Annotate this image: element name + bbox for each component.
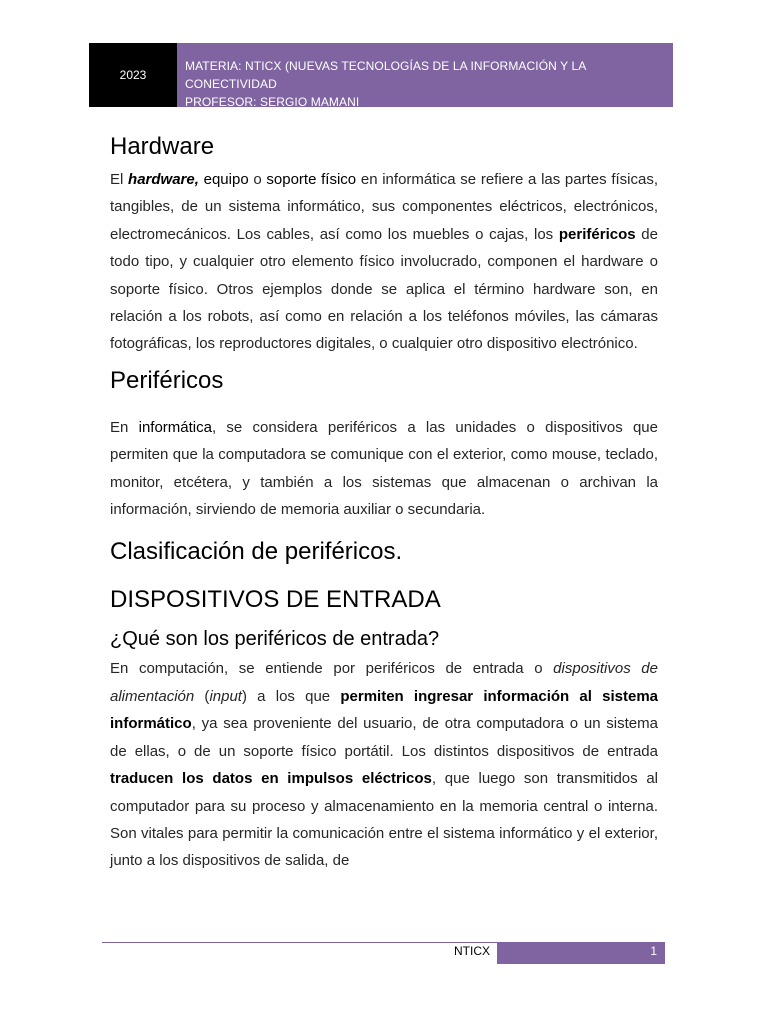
header-teacher-line: PROFESOR: SERGIO MAMANI: [185, 95, 360, 109]
text-run: En computación, se entiende por periféricos de entrada o: [110, 660, 554, 678]
text-run: en informática se refiere a las partes físicas, tangibles, de un sistema informático, sus componentes eléctricos, electrónicos, electromecánicos. Los cables, así como los muebles o cajas, los: [110, 171, 658, 243]
footer-label: NTICX: [454, 944, 490, 958]
paragraph-hardware: [110, 166, 658, 358]
text-run: , ya sea proveniente del usuario, de otra computadora o un sistema de ellas, o de un soporte físico portátil. Los distintos dispositivos de entrada: [110, 715, 658, 760]
term-traducen-datos: traducen los datos en impulsos eléctricos: [110, 770, 432, 788]
text-run: En: [110, 418, 139, 436]
text-run: , que luego son transmitidos al computador para su proceso y almacenamiento en la memoria central o interna. Son vitales para permitir la comunicación entre el sistema informático y el exterior, junto a los dispositivos de salida, de: [110, 770, 658, 870]
footer-rule: [102, 942, 497, 943]
text-run: ) a los que: [241, 687, 341, 705]
text-run: El: [110, 171, 129, 188]
header-year: 2023: [119, 68, 147, 82]
subheading-que-son: ¿Qué son los periféricos de entrada?: [110, 628, 440, 651]
term-perifericos: periféricos: [558, 225, 636, 243]
heading-clasificacion: Clasificación de periféricos.: [110, 538, 403, 566]
term-soporte-fisico: soporte físico: [266, 171, 357, 188]
term-permiten-ingresar: permiten ingresar información al sistema informático: [110, 687, 658, 733]
term-equipo: equipo: [203, 171, 249, 188]
paragraph-perifericos: [110, 414, 658, 524]
term-informatica: informática: [138, 418, 212, 436]
term-hardware: hardware,: [128, 171, 199, 188]
term-input: input: [209, 687, 242, 705]
header-year-box: [89, 43, 177, 107]
text-run: o: [248, 171, 267, 188]
heading-dispositivos-entrada: DISPOSITIVOS DE ENTRADA: [110, 586, 441, 614]
term-dispositivos-alimentacion: dispositivos de alimentación: [110, 660, 658, 705]
text-run: (: [194, 687, 210, 705]
paragraph-entrada: [110, 655, 658, 874]
header-band: [177, 43, 673, 107]
heading-hardware: Hardware: [110, 133, 215, 160]
page-content: [110, 130, 658, 875]
page-number-box: [497, 942, 665, 964]
text-run: de todo tipo, y cualquier otro elemento físico involucrado, componen el hardware o soporte físico. Otros ejemplos donde se aplica el término hardware son, en relación a los robots, así como en relación a los teléfonos móviles, las cámaras fotográficas, los reproductores digitales, o cualquier otro dispositivo electrónico.: [110, 225, 658, 353]
page-number: 1: [650, 944, 657, 958]
header-course-line: MATERIA: NTICX (NUEVAS TECNOLOGÍAS DE LA INFORMACIÓN Y LA CONECTIVIDAD: [185, 59, 586, 91]
heading-perifericos: Periféricos: [110, 366, 224, 394]
text-run: , se considera periféricos a las unidades o dispositivos que permiten que la computadora se comunique con el exterior, como mouse, teclado, monitor, etcétera, y también a los sistemas que almacenan o archivan la información, sirviendo de memoria auxiliar o secundaria.: [110, 418, 658, 519]
